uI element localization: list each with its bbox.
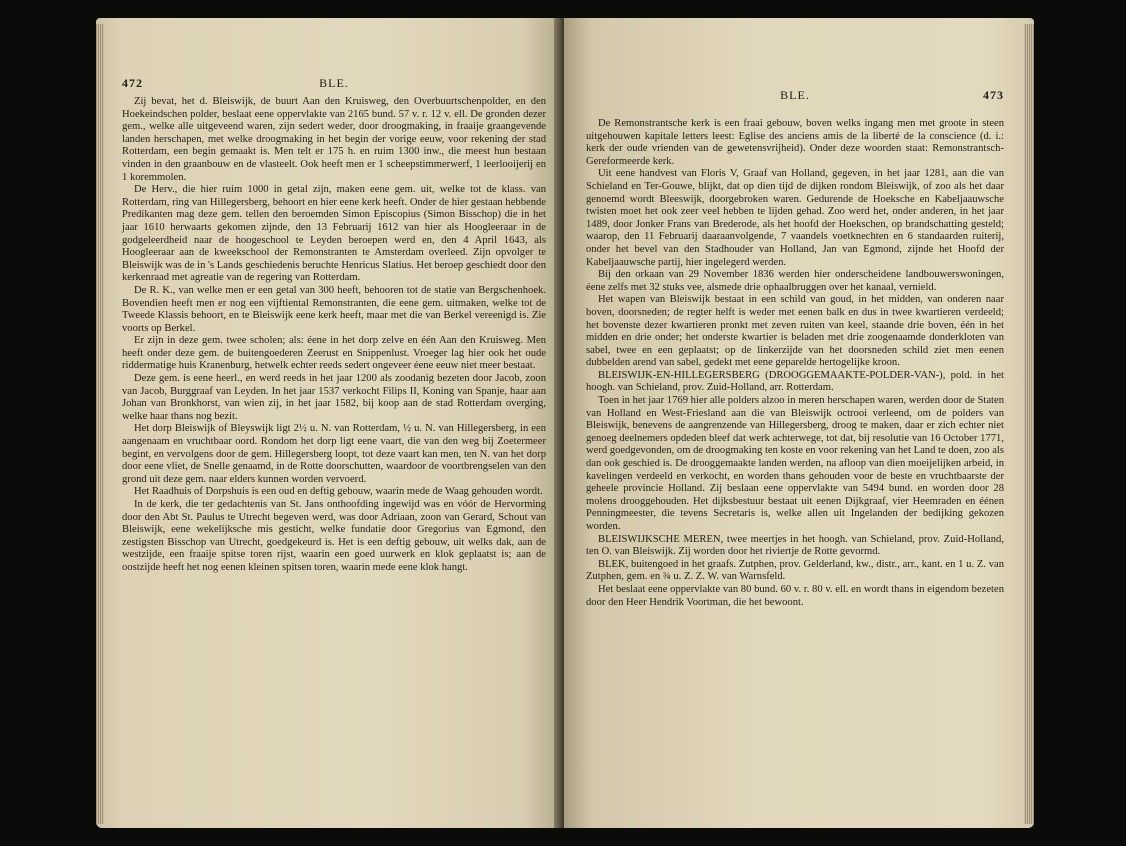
paragraph: In de kerk, die ter gedachtenis van St. Jans onthoofding ingewijd was en vóór de Hervorming door den Abt St. Paulus te Utrecht begeven werd, was door Adriaan, zoon van Gerard, Schout van Bleiswijk, eene wekelijksche mis gesticht, welke fundatie door Gregorius van Egmond, den zestigsten Bisschop van Utrecht, goedgekeurd is. Het is een deftig gebouw, uit welks dak, aan de westzijde, een fraaije spitse toren rijst, waarin een goed uurwerk en klok geplaatst is; aan de oostzijde heeft het nog eenen kleinen spitsen toren, waarin mede eene klok hangt. [122,499,546,573]
right-page [564,18,1034,828]
paragraph: Deze gem. is eene heerl., en werd reeds in het jaar 1200 als zoodanig bezeten door Jacob, zoon van Jacob, Burggraaf van Leyden. In het jaar 1537 verkocht Filips II, Koning van Spanje, haar aan Johan van Bronkhorst, van wien zij, in het jaar 1582, bij koop aan de stad Rotterdam overging, welke haar thans nog bezit. [122,373,546,422]
page-number-left: 472 [122,76,143,90]
running-head-right: BLE. [780,88,810,102]
paragraph: Toen in het jaar 1769 hier alle polders alzoo in meren herschapen waren, werden door de Staten van Holland en West-Friesland aan die van Bleiswijk octrooi verleend, om de polders van Bleiswijk, benevens de aangrenzende van Hillegersberg, droog te maken, daar er zich echter niet genoeg deelnemers opdeden bleef dat werk achterwege, tot dat, bij resolutie van 16 October 1771, werd goedgevonden, om de droogmaking ten koste en voor rekening van het Land te doen, zoo als dan ook geschied is. De drooggemaakte landen werden, na afloop van dien moeijelijken arbeid, in kavelingen verdeeld en verkocht, en worden thans gehouden voor de beste en vruchtbaarste der geheele provincie Holland. Zij beslaan eene oppervlakte van 5494 bund. en worden door 28 molens drooggehouden. Het dijksbestuur bestaat uit eenen Dijkgraaf, vier Heemraden en éénen Penningmeester, die tevens Secretaris is, welke allen uit Ingelanden der bedijking gekozen worden. [586,395,1004,532]
paragraph: Bij den orkaan van 29 November 1836 werden hier onderscheidene landbouwerswoningen, éene zelfs met 32 stuks vee, alsmede drie ophaalbruggen over het kanaal, vernield. [586,269,1004,293]
paragraph: De R. K., van welke men er een getal van 300 heeft, behooren tot de statie van Bergschenhoek. Bovendien heeft men er nog een vijftiental Remonstranten, die eene gem. uitmaken, welke tot de Tweede Klassis behoort, en te Bleiswijk eene kerk heeft, maar met die van Berkel vereenigd is. Zie voorts op Berkel. [122,284,546,334]
paragraph: Zij bevat, het d. Bleiswijk, de buurt Aan den Kruisweg, den Overbuurtschenpolder, en den Hoekeindschen polder, beslaat eene oppervlakte van 2165 bund. 57 v. r. 12 v. ell. De gronden dezer gem., welke alle uitgeveend waren, zijn sedert weder, door droogmaking, in fraaije graangevende landen herschapen, met welke droogmaking in het begin der vorige eeuw, voor rekening der stad Rotterdam, een begin gemaakt is. Men telt er 175 h. en ruim 1300 inw., die meest hun bestaan vinden in den graanbouw en de vlasteelt. Ook heeft men er 1 scheepstimmerwerf, 1 leerlooijerij en 1 koremmolen. [122,96,546,183]
paragraph: Het beslaat eene oppervlakte van 80 bund. 60 v. r. 80 v. ell. en wordt thans in eigendom bezeten door den Heer Hendrik Voortman, die het bewoont. [586,583,1004,608]
page-edge-right [1024,24,1034,824]
right-page-text [586,118,1004,609]
paragraph: Het wapen van Bleiswijk bestaat in een schild van goud, in het midden, van onderen naar boven, doorsneden; de regter helft is weder met eenen balk en dus in twee kwartieren verdeeld; het bovenste dezer kwartieren pronkt met zeven ruiten van keel, staande drie boven, één in het midden en drie onder; het onderste kwartier is beladen met drie zoogenaamde donderkloten van sabel, twee en een geplaatst; op de linkerzijde van het doorsneden schild ziet men eenen dubbelden arend van sabel, gedekt met eene geparelde hertogelijke kroon. [586,294,1004,369]
running-head-left: BLE. [319,76,349,90]
left-page [96,18,560,828]
book-spread [90,18,1040,828]
running-header-right [586,88,1004,104]
left-page-text [122,96,546,575]
page-number-right: 473 [983,88,1004,102]
paragraph: Uit eene handvest van Floris V, Graaf van Holland, gegeven, in het jaar 1281, aan die van Schieland en Ter-Gouwe, blijkt, dat op dien tijd de dijken rondom Bleiswijk, of zoo als het daar genoemd wordt Bleeswijk, doorgebroken waren. Gedurende de Hoeksche en Kabeljaauwsche twisten moet het ook zeer veel hebben te lijden gehad. Zoo werd het, onder anderen, in het jaar 1489, door Jonker Frans van Brederode, als het hoofd der Hoekschen, op brandschatting gesteld; waarop, den 11 Februarij daaraanvolgende, 7 vaandels voetknechten en 6 standaarden ruiterij, onder het bevel van den Stadhouder van Holland, Jan van Egmond, zijnde het Hoofd der Kabeljaauwsche partij, hier ingelegerd werden. [586,168,1004,268]
paragraph: BLEISWIJKSCHE MEREN, twee meertjes in het hoogh. van Schieland, prov. Zuid-Holland, ten O. van Bleiswijk. Zij worden door het riviertje de Rotte gevormd. [586,533,1004,558]
paragraph: Er zijn in deze gem. twee scholen; als: éene in het dorp zelve en één Aan den Kruisweg. Men heeft onder deze gem. de buitengoederen Zeerust en Snippenlust. Vroeger lag hier ook het oude riddermatige huis Kranenburg, hetwelk echter reeds sedert ongeveer éene eeuw niet meer bestaat. [122,335,546,372]
paragraph: De Herv., die hier ruim 1000 in getal zijn, maken eene gem. uit, welke tot de klass. van Rotterdam, ring van Hillegersberg, behoort en hier eene kerk heeft. Onder de hier gestaan hebbende Predikanten mag deze gem. tellen den beroemden Simon Episcopius (Simon Bisschop) die in het jaar 1610 herwaarts gekomen zijnde, den 13 Februarij 1612 van hier als Hoogleeraar in de godgeleerdheid naar de hoogeschool te Leyden beroepen werd en, den 4 April 1643, als Hoogleeraar aan de kweekschool der Remonstranten te Amsterdam overleed. Zijn opvolger te Bleiswijk was de in 's Lands geschiedenis beruchte Henricus Slatius. Het beroep geschiedt door den kerkenraad met agreatie van de regering van Rotterdam. [122,184,546,284]
paragraph: De Remonstrantsche kerk is een fraai gebouw, boven welks ingang men met groote in steen uitgehouwen kapitale letters leest: Eglise des anciens amis de la liberté de la conscience (d. i.: kerk der oude vrienden van de gewetensvrijheid). Onder deze woorden staat: Remonstrantsch-Gereformeerde kerk. [586,118,1004,167]
page-edge-left [96,24,104,824]
paragraph: BLEK, buitengoed in het graafs. Zutphen, prov. Gelderland, kw., distr., arr., kant. en 1 u. Z. van Zutphen, gem. en ¾ u. Z. Z. W. van Warnsfeld. [586,558,1004,583]
paragraph: BLEISWIJK-EN-HILLEGERSBERG (DROOGGEMAAKTE-POLDER-VAN-), pold. in het hoogh. van Schieland, prov. Zuid-Holland, arr. Rotterdam. [586,369,1004,394]
paragraph: Het Raadhuis of Dorpshuis is een oud en deftig gebouw, waarin mede de Waag gehouden wordt. [134,486,543,498]
running-header-left [122,76,546,92]
paragraph: Het dorp Bleiswijk of Bleyswijk ligt 2½ u. N. van Rotterdam, ½ u. N. van Hillegersberg, in een aangenaam en vruchtbaar oord. Rondom het dorp ligt eene vaart, die van den weg bij Zoetermeer begint, en vervolgens door de gem. Hillegersberg loopt, tot deze vaart kan men, ten N. van het dorp door eene vliet, de Snelle genaamd, in de Rotte doorschutten, waardoor de voortbrengselen van den grond uit deze gem. naar elders kunnen worden vervoerd. [122,423,546,485]
